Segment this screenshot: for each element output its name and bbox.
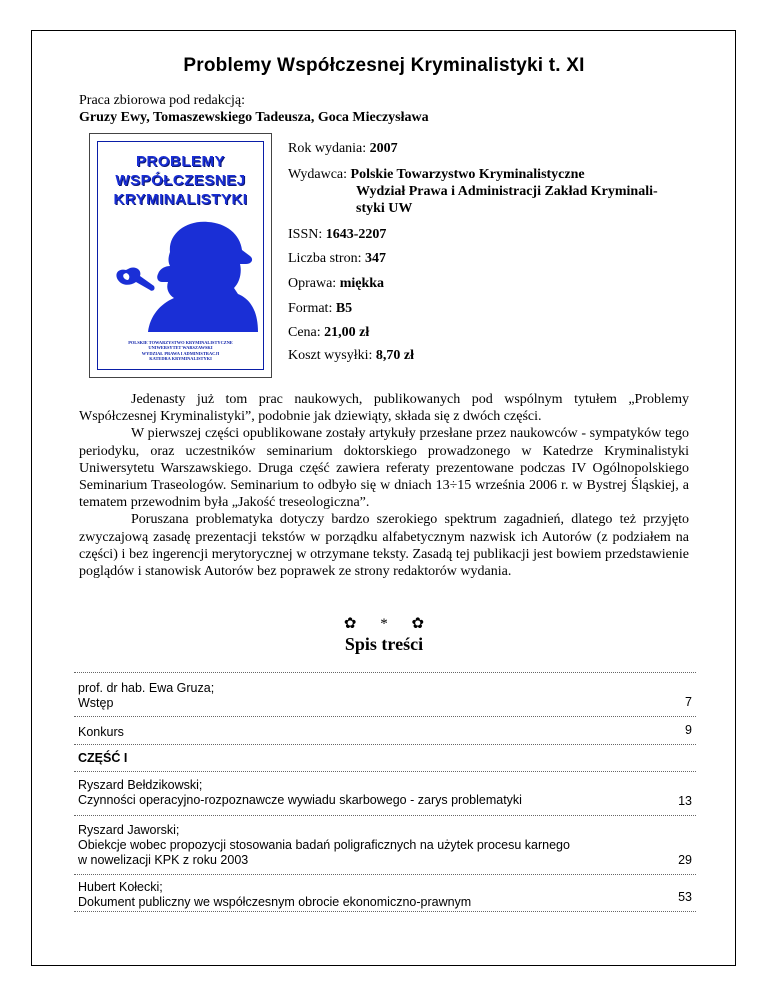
toc-entry[interactable]: prof. dr hab. Ewa Gruza; Wstęp 7: [74, 672, 696, 716]
toc-entry[interactable]: Ryszard Bełdzikowski; Czynności operacyjno-rozpoznawcze wywiadu skarbowego - zarys problematyki 13: [74, 771, 696, 815]
description-paragraph: Jedenasty już tom prac naukowych, publikowanych pod wspólnym tytułem „Problemy Współczesnej Kryminalistyki”, podobnie jak dziewiąty, składa się z dwóch części.: [79, 392, 689, 425]
cover-footer: POLSKIE TOWARZYSTWO KRYMINALISTYCZNE UNIWERSYTET WARSZAWSKI WYDZIAŁ PRAWA I ADMINISTRACJI KATEDRA KRYMINALISTYKI: [128, 340, 233, 361]
meta-shipping: Koszt wysyłki: 8,70 zł: [288, 348, 414, 363]
toc-entry[interactable]: Ryszard Jaworski; Obiekcje wobec propozycji stosowania badań poligraficznych na użytek procesu karnego w nowelizacji KPK z roku 2003 29: [74, 815, 696, 874]
meta-publisher-line2: Wydział Prawa i Administracji Zakład Kryminali-: [356, 184, 658, 199]
ornament-left-icon: ✿: [343, 616, 357, 632]
editors-label: Praca zbiorowa pod redakcją:: [79, 93, 245, 108]
meta-publisher: Wydawca: Polskie Towarzystwo Kryminalistyczne: [288, 167, 585, 182]
page-title: Problemy Współczesnej Kryminalistyki t. XI: [183, 55, 585, 76]
toc-title: Spis treści: [344, 634, 424, 654]
table-of-contents: [74, 672, 696, 912]
description-paragraph: Poruszana problematyka dotyczy bardzo szerokiego spektrum zagadnień, dlatego też przyjęto zwyczajową zasadę prezentacji tekstów w porządku alfabetycznym nazwisk ich Autorów (z podziałem na części) i bez ingerencji merytorycznej w otrzymane teksty. Zasadą tej publikacji jest bowiem przedstawienie poglądów i stanowisk Autorów bez poprawek ze strony redaktorów wydania.: [79, 512, 689, 580]
meta-pages: Liczba stron: 347: [288, 251, 386, 266]
toc-page-number: 13: [678, 794, 692, 808]
cover-title: PROBLEMY WSPÓŁCZESNEJ KRYMINALISTYKI: [113, 153, 248, 208]
toc-page-number: 9: [685, 723, 692, 737]
toc-page-number: 29: [678, 853, 692, 867]
toc-entry[interactable]: Konkurs 9: [74, 716, 696, 744]
toc-page-number: 53: [678, 890, 692, 904]
meta-year: Rok wydania: 2007: [288, 141, 398, 156]
toc-page-number: 7: [685, 695, 692, 709]
editors-block: [79, 92, 429, 126]
meta-format: Format: B5: [288, 301, 353, 316]
detective-silhouette-icon: [108, 212, 258, 332]
editors-names: Gruzy Ewy, Tomaszewskiego Tadeusza, Goca Mieczysława: [79, 110, 429, 125]
meta-issn: ISSN: 1643-2207: [288, 227, 387, 242]
meta-price: Cena: 21,00 zł: [288, 325, 370, 340]
description: [79, 391, 689, 580]
ornament-divider: [0, 614, 768, 633]
toc-entry[interactable]: Hubert Kołecki; Dokument publiczny we współczesnym obrocie ekonomiczno-prawnym 53: [74, 874, 696, 912]
toc-part-heading: CZĘŚĆ I: [74, 744, 696, 771]
meta-binding: Oprawa: miękka: [288, 276, 385, 291]
book-cover: [89, 133, 272, 378]
ornament-right-icon: ✿: [411, 616, 425, 632]
meta-publisher-line3: styki UW: [356, 201, 413, 216]
ornament-star: *: [380, 616, 388, 632]
description-paragraph: W pierwszej części opublikowane zostały artykuły przesłane przez naukowców - sympatyków tego periodyku, oraz uczestników seminarium doktorskiego prowadzonego w Katedrze Kryminalistyki Uniwersytetu Warszawskiego. Druga część zawiera referaty prezentowane podczas IV Ogólnopolskiego Seminarium Traseologów. Seminarium to odbyło się w dniach 13÷15 września 2006 r. w Bystrej Śląskiej, a tematem przewodnim była „Jakość treseologiczna”.: [79, 426, 689, 511]
